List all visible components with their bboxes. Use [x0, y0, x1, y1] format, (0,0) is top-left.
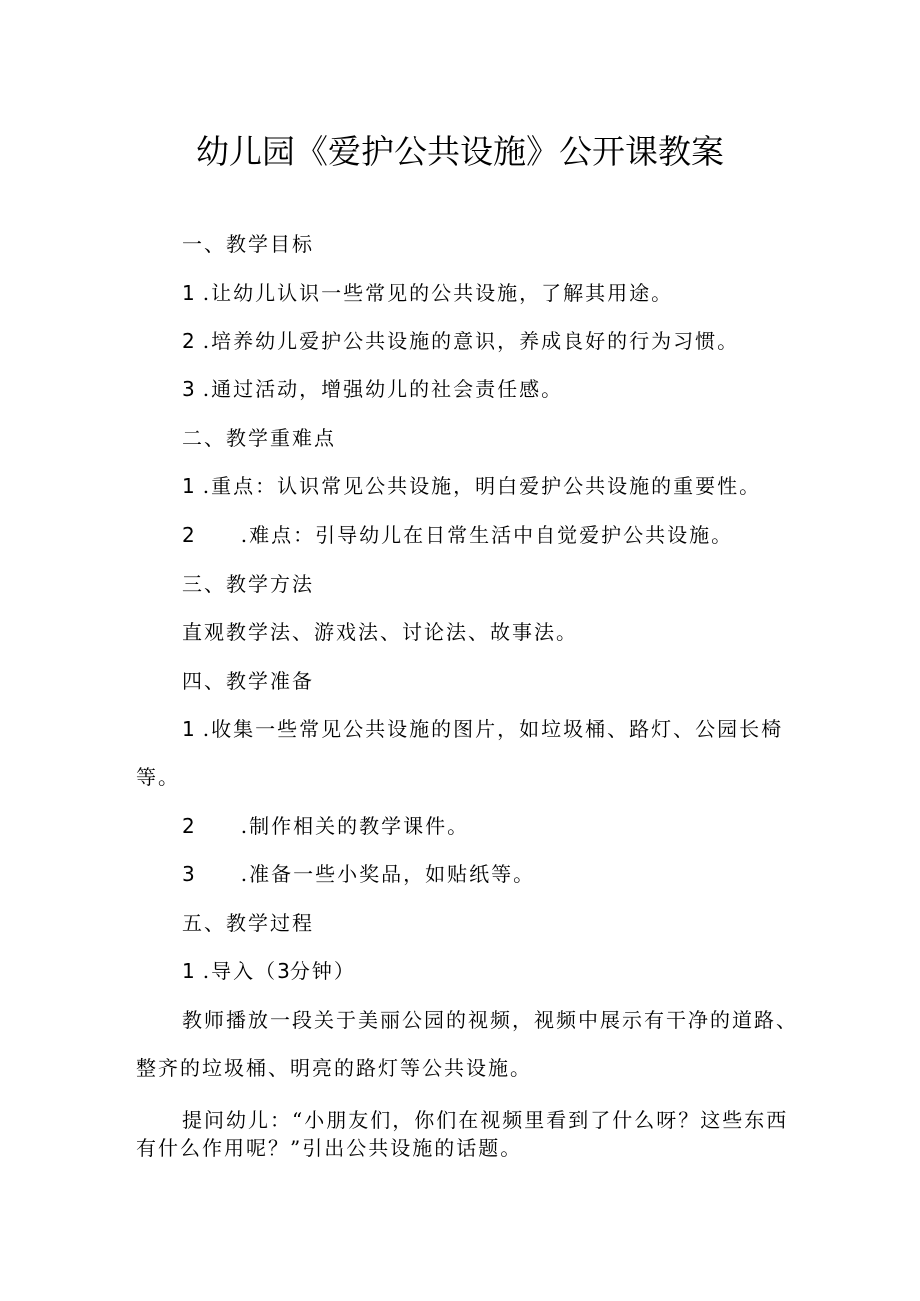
- item-continuation: 等。: [136, 765, 180, 789]
- list-item: [182, 327, 739, 355]
- item-number: 2: [182, 329, 195, 353]
- item-text: .培养幼儿爱护公共设施的意识，养成良好的行为习惯。: [202, 329, 740, 353]
- list-item: [182, 279, 673, 307]
- item-number: 1: [182, 959, 195, 983]
- list-item: [182, 812, 469, 840]
- item-text: .难点：引导幼儿在日常生活中自觉爱护公共设施。: [240, 523, 734, 547]
- item-text: .重点：认识常见公共设施，明白爱护公共设施的重要性。: [202, 474, 762, 498]
- list-item: [182, 860, 535, 888]
- step-text-pre: .导入（: [202, 959, 278, 983]
- item-text: .通过活动，增强幼儿的社会责任感。: [202, 377, 564, 401]
- item-text: .收集一些常见公共设施的图片，如垃圾桶、路灯、公园长椅: [202, 717, 784, 741]
- section-heading-process: 五、教学过程: [182, 911, 314, 935]
- methods-text: 直观教学法、游戏法、讨论法、故事法。: [182, 620, 578, 644]
- list-item: [182, 472, 761, 500]
- step-text-post: 分钟）: [289, 959, 356, 983]
- section-heading-methods: 三、教学方法: [182, 572, 314, 596]
- document-title: 幼儿园《爱护公共设施》公开课教案: [196, 132, 724, 171]
- paragraph-line: 有什么作用呢？”引出公共设施的话题。: [136, 1136, 523, 1160]
- list-item: [182, 715, 783, 743]
- item-number: 2: [182, 814, 195, 838]
- section-heading-key-points: 二、教学重难点: [182, 426, 336, 450]
- item-number: 1: [182, 281, 195, 305]
- step-duration: 3: [277, 959, 290, 983]
- list-item: [182, 375, 563, 403]
- paragraph-line: 整齐的垃圾桶、明亮的路灯等公共设施。: [136, 1056, 532, 1080]
- item-text: .准备一些小奖品，如贴纸等。: [240, 862, 536, 886]
- item-number: 3: [182, 377, 195, 401]
- item-number: 3: [182, 862, 195, 886]
- list-item: [182, 957, 356, 985]
- item-text: .制作相关的教学课件。: [240, 814, 470, 838]
- item-number: 1: [182, 474, 195, 498]
- section-heading-objectives: 一、教学目标: [182, 232, 314, 256]
- paragraph-line: 提问幼儿：“小朋友们，你们在视频里看到了什么呀？这些东西: [182, 1108, 789, 1132]
- item-number: 2: [182, 523, 195, 547]
- section-heading-preparation: 四、教学准备: [182, 669, 314, 693]
- list-item: [182, 521, 733, 549]
- paragraph-line: 教师播放一段关于美丽公园的视频，视频中展示有干净的道路、: [182, 1008, 798, 1032]
- item-text: .让幼儿认识一些常见的公共设施，了解其用途。: [202, 281, 674, 305]
- item-number: 1: [182, 717, 195, 741]
